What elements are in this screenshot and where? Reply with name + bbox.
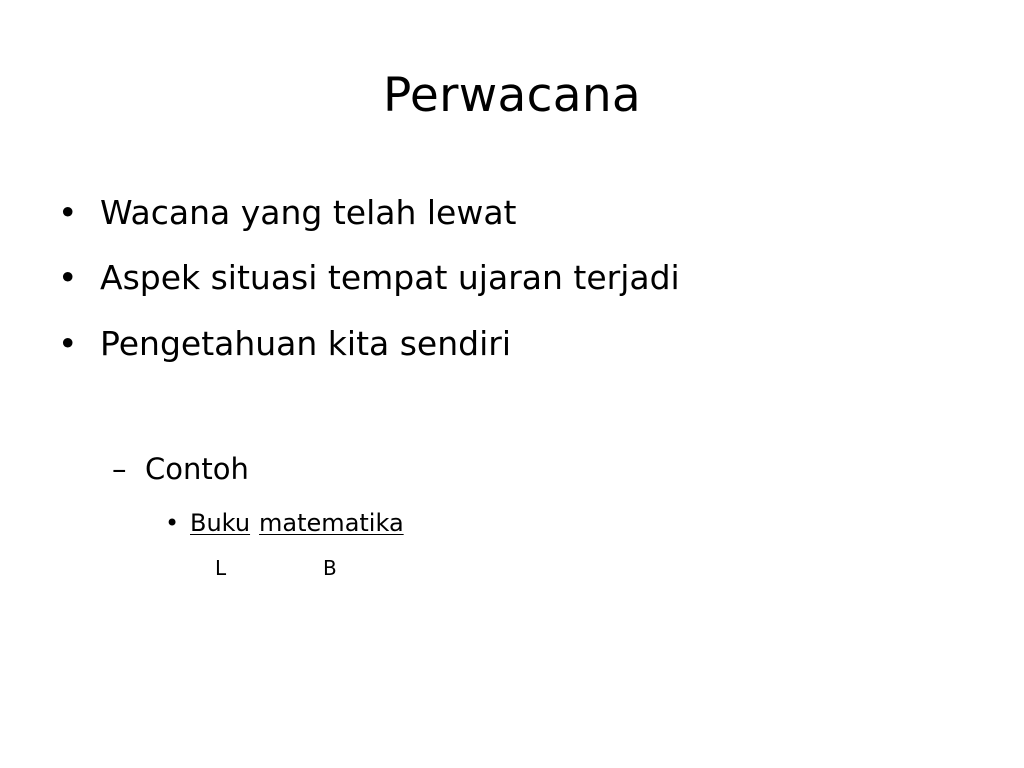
slide-title: Perwacana [382, 68, 642, 123]
bullet-text: Pengetahuan kita sendiri [100, 324, 512, 363]
sub-bullet-item [112, 451, 249, 487]
bullet-text: Wacana yang telah lewat [100, 193, 517, 232]
bullet-item [58, 258, 680, 298]
label-b: B [323, 556, 337, 580]
example-item [165, 508, 404, 538]
bullet-item [58, 193, 517, 233]
bullet-text: Aspek situasi tempat ujaran terjadi [100, 258, 680, 297]
example-word-matematika: matematika [259, 509, 404, 537]
bullet-dot-icon: • [165, 509, 180, 537]
bullet-dot-icon: • [58, 324, 78, 363]
bullet-dot-icon: • [58, 193, 78, 232]
label-l: L [215, 556, 227, 580]
dash-bullet-icon: – [112, 452, 127, 486]
bullet-dot-icon: • [58, 258, 78, 297]
sub-bullet-text: Contoh [145, 452, 249, 486]
example-word-buku: Buku [190, 509, 251, 537]
bullet-item [58, 324, 512, 364]
